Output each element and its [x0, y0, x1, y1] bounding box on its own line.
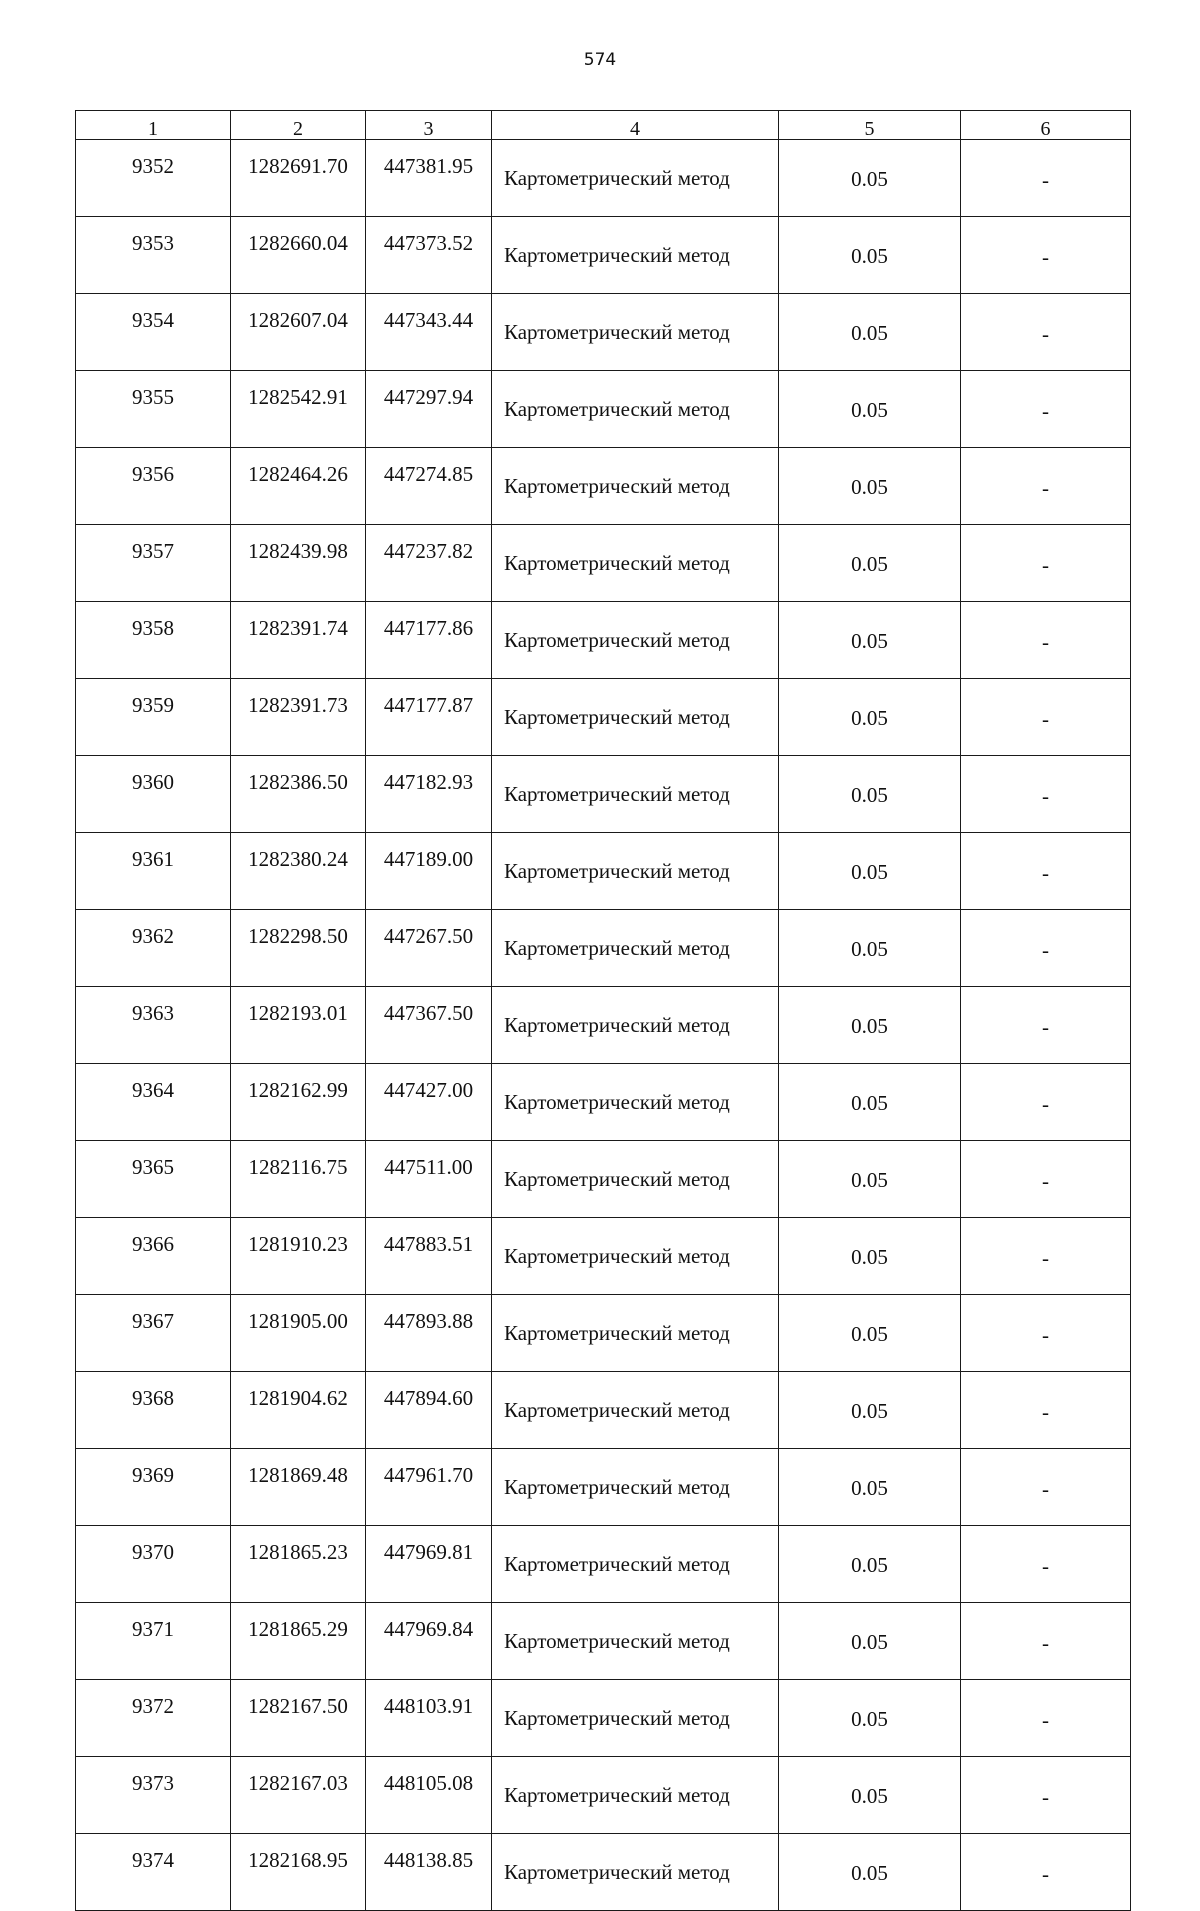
table-row — [76, 1218, 1131, 1295]
note-cell: - — [961, 1834, 1131, 1911]
x-coordinate-cell: 1282464.26 — [231, 448, 366, 525]
table-row — [76, 525, 1131, 602]
y-coordinate-cell: 447189.00 — [366, 833, 492, 910]
method-cell: Картометрический метод — [492, 294, 779, 371]
accuracy-cell: 0.05 — [779, 910, 961, 987]
note-cell: - — [961, 602, 1131, 679]
accuracy-cell: 0.05 — [779, 1603, 961, 1680]
y-coordinate-cell: 447182.93 — [366, 756, 492, 833]
y-coordinate-cell: 447367.50 — [366, 987, 492, 1064]
page-number: 574 — [583, 50, 617, 70]
point-number-cell: 9359 — [76, 679, 231, 756]
point-number-cell: 9357 — [76, 525, 231, 602]
method-cell: Картометрический метод — [492, 1834, 779, 1911]
y-coordinate-cell: 447961.70 — [366, 1449, 492, 1526]
method-cell: Картометрический метод — [492, 679, 779, 756]
x-coordinate-cell: 1281865.29 — [231, 1603, 366, 1680]
y-coordinate-cell: 448103.91 — [366, 1680, 492, 1757]
accuracy-cell: 0.05 — [779, 833, 961, 910]
accuracy-cell: 0.05 — [779, 1218, 961, 1295]
y-coordinate-cell: 448138.85 — [366, 1834, 492, 1911]
table-row — [76, 1064, 1131, 1141]
column-header-2: 2 — [231, 111, 366, 140]
table-row — [76, 1295, 1131, 1372]
accuracy-cell: 0.05 — [779, 1295, 961, 1372]
method-cell: Картометрический метод — [492, 910, 779, 987]
method-cell: Картометрический метод — [492, 217, 779, 294]
method-cell: Картометрический метод — [492, 1372, 779, 1449]
table-row — [76, 140, 1131, 217]
y-coordinate-cell: 447969.84 — [366, 1603, 492, 1680]
y-coordinate-cell: 447177.87 — [366, 679, 492, 756]
accuracy-cell: 0.05 — [779, 987, 961, 1064]
x-coordinate-cell: 1282386.50 — [231, 756, 366, 833]
note-cell: - — [961, 1295, 1131, 1372]
note-cell: - — [961, 140, 1131, 217]
point-number-cell: 9352 — [76, 140, 231, 217]
x-coordinate-cell: 1282391.73 — [231, 679, 366, 756]
note-cell: - — [961, 987, 1131, 1064]
y-coordinate-cell: 448105.08 — [366, 1757, 492, 1834]
accuracy-cell: 0.05 — [779, 1757, 961, 1834]
method-cell: Картометрический метод — [492, 1449, 779, 1526]
y-coordinate-cell: 447373.52 — [366, 217, 492, 294]
method-cell: Картометрический метод — [492, 140, 779, 217]
note-cell: - — [961, 1372, 1131, 1449]
point-number-cell: 9373 — [76, 1757, 231, 1834]
x-coordinate-cell: 1282162.99 — [231, 1064, 366, 1141]
header-row — [76, 111, 1131, 140]
x-coordinate-cell: 1282116.75 — [231, 1141, 366, 1218]
y-coordinate-cell: 447267.50 — [366, 910, 492, 987]
point-number-cell: 9374 — [76, 1834, 231, 1911]
table-row — [76, 1834, 1131, 1911]
column-header-5: 5 — [779, 111, 961, 140]
coordinates-table — [75, 110, 1131, 1911]
table-row — [76, 1680, 1131, 1757]
point-number-cell: 9368 — [76, 1372, 231, 1449]
method-cell: Картометрический метод — [492, 448, 779, 525]
table-header — [76, 111, 1131, 140]
point-number-cell: 9365 — [76, 1141, 231, 1218]
table-row — [76, 1526, 1131, 1603]
accuracy-cell: 0.05 — [779, 525, 961, 602]
x-coordinate-cell: 1281904.62 — [231, 1372, 366, 1449]
accuracy-cell: 0.05 — [779, 448, 961, 525]
y-coordinate-cell: 447893.88 — [366, 1295, 492, 1372]
table-body — [76, 140, 1131, 1911]
x-coordinate-cell: 1282391.74 — [231, 602, 366, 679]
method-cell: Картометрический метод — [492, 1603, 779, 1680]
y-coordinate-cell: 447969.81 — [366, 1526, 492, 1603]
point-number-cell: 9363 — [76, 987, 231, 1064]
point-number-cell: 9360 — [76, 756, 231, 833]
accuracy-cell: 0.05 — [779, 602, 961, 679]
accuracy-cell: 0.05 — [779, 217, 961, 294]
x-coordinate-cell: 1282298.50 — [231, 910, 366, 987]
accuracy-cell: 0.05 — [779, 371, 961, 448]
accuracy-cell: 0.05 — [779, 1680, 961, 1757]
point-number-cell: 9366 — [76, 1218, 231, 1295]
method-cell: Картометрический метод — [492, 602, 779, 679]
column-header-3: 3 — [366, 111, 492, 140]
x-coordinate-cell: 1282691.70 — [231, 140, 366, 217]
table-row — [76, 1603, 1131, 1680]
point-number-cell: 9361 — [76, 833, 231, 910]
x-coordinate-cell: 1282380.24 — [231, 833, 366, 910]
method-cell: Картометрический метод — [492, 1141, 779, 1218]
x-coordinate-cell: 1282167.03 — [231, 1757, 366, 1834]
accuracy-cell: 0.05 — [779, 1834, 961, 1911]
table-row — [76, 987, 1131, 1064]
y-coordinate-cell: 447297.94 — [366, 371, 492, 448]
y-coordinate-cell: 447237.82 — [366, 525, 492, 602]
table-row — [76, 1449, 1131, 1526]
note-cell: - — [961, 1064, 1131, 1141]
note-cell: - — [961, 1141, 1131, 1218]
x-coordinate-cell: 1282167.50 — [231, 1680, 366, 1757]
note-cell: - — [961, 217, 1131, 294]
method-cell: Картометрический метод — [492, 1064, 779, 1141]
column-header-4: 4 — [492, 111, 779, 140]
accuracy-cell: 0.05 — [779, 140, 961, 217]
note-cell: - — [961, 448, 1131, 525]
note-cell: - — [961, 756, 1131, 833]
x-coordinate-cell: 1282193.01 — [231, 987, 366, 1064]
y-coordinate-cell: 447274.85 — [366, 448, 492, 525]
note-cell: - — [961, 525, 1131, 602]
point-number-cell: 9370 — [76, 1526, 231, 1603]
accuracy-cell: 0.05 — [779, 294, 961, 371]
accuracy-cell: 0.05 — [779, 1141, 961, 1218]
table-row — [76, 756, 1131, 833]
method-cell: Картометрический метод — [492, 987, 779, 1064]
method-cell: Картометрический метод — [492, 833, 779, 910]
table-row — [76, 910, 1131, 987]
x-coordinate-cell: 1281905.00 — [231, 1295, 366, 1372]
x-coordinate-cell: 1281865.23 — [231, 1526, 366, 1603]
point-number-cell: 9358 — [76, 602, 231, 679]
method-cell: Картометрический метод — [492, 525, 779, 602]
point-number-cell: 9372 — [76, 1680, 231, 1757]
point-number-cell: 9364 — [76, 1064, 231, 1141]
accuracy-cell: 0.05 — [779, 679, 961, 756]
table-row — [76, 833, 1131, 910]
table-row — [76, 448, 1131, 525]
note-cell: - — [961, 1526, 1131, 1603]
table-row — [76, 217, 1131, 294]
point-number-cell: 9371 — [76, 1603, 231, 1680]
note-cell: - — [961, 1757, 1131, 1834]
column-header-6: 6 — [961, 111, 1131, 140]
point-number-cell: 9369 — [76, 1449, 231, 1526]
x-coordinate-cell: 1282168.95 — [231, 1834, 366, 1911]
method-cell: Картометрический метод — [492, 371, 779, 448]
method-cell: Картометрический метод — [492, 1757, 779, 1834]
table-row — [76, 602, 1131, 679]
table-row — [76, 1757, 1131, 1834]
note-cell: - — [961, 910, 1131, 987]
table-row — [76, 1372, 1131, 1449]
accuracy-cell: 0.05 — [779, 1449, 961, 1526]
note-cell: - — [961, 371, 1131, 448]
x-coordinate-cell: 1282660.04 — [231, 217, 366, 294]
y-coordinate-cell: 447894.60 — [366, 1372, 492, 1449]
method-cell: Картометрический метод — [492, 1295, 779, 1372]
table-row — [76, 294, 1131, 371]
method-cell: Картометрический метод — [492, 1526, 779, 1603]
table-row — [76, 371, 1131, 448]
point-number-cell: 9355 — [76, 371, 231, 448]
method-cell: Картометрический метод — [492, 1218, 779, 1295]
point-number-cell: 9367 — [76, 1295, 231, 1372]
accuracy-cell: 0.05 — [779, 1064, 961, 1141]
accuracy-cell: 0.05 — [779, 756, 961, 833]
accuracy-cell: 0.05 — [779, 1372, 961, 1449]
y-coordinate-cell: 447511.00 — [366, 1141, 492, 1218]
note-cell: - — [961, 1449, 1131, 1526]
point-number-cell: 9362 — [76, 910, 231, 987]
x-coordinate-cell: 1282542.91 — [231, 371, 366, 448]
note-cell: - — [961, 1603, 1131, 1680]
point-number-cell: 9353 — [76, 217, 231, 294]
note-cell: - — [961, 1218, 1131, 1295]
method-cell: Картометрический метод — [492, 756, 779, 833]
y-coordinate-cell: 447381.95 — [366, 140, 492, 217]
point-number-cell: 9354 — [76, 294, 231, 371]
point-number-cell: 9356 — [76, 448, 231, 525]
x-coordinate-cell: 1281869.48 — [231, 1449, 366, 1526]
x-coordinate-cell: 1282607.04 — [231, 294, 366, 371]
column-header-1: 1 — [76, 111, 231, 140]
method-cell: Картометрический метод — [492, 1680, 779, 1757]
note-cell: - — [961, 679, 1131, 756]
y-coordinate-cell: 447343.44 — [366, 294, 492, 371]
table-row — [76, 1141, 1131, 1218]
y-coordinate-cell: 447883.51 — [366, 1218, 492, 1295]
x-coordinate-cell: 1281910.23 — [231, 1218, 366, 1295]
note-cell: - — [961, 1680, 1131, 1757]
y-coordinate-cell: 447427.00 — [366, 1064, 492, 1141]
y-coordinate-cell: 447177.86 — [366, 602, 492, 679]
table-row — [76, 679, 1131, 756]
x-coordinate-cell: 1282439.98 — [231, 525, 366, 602]
note-cell: - — [961, 294, 1131, 371]
accuracy-cell: 0.05 — [779, 1526, 961, 1603]
note-cell: - — [961, 833, 1131, 910]
